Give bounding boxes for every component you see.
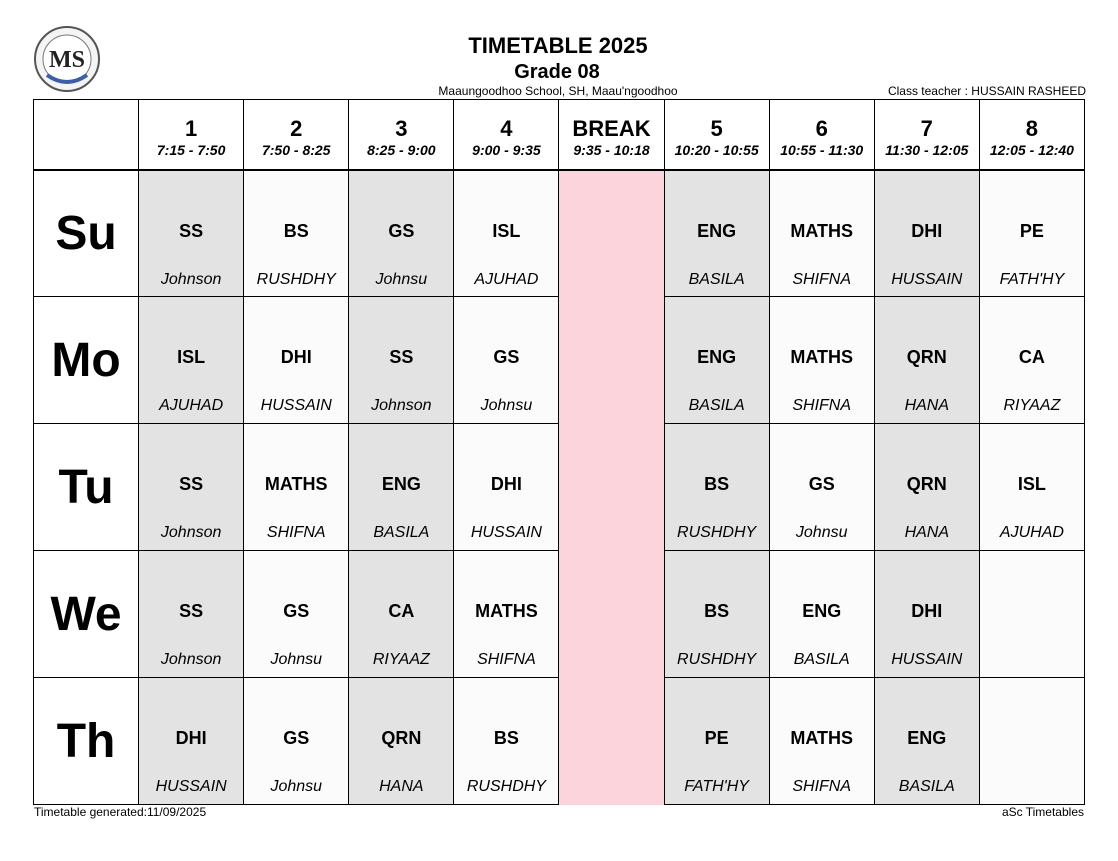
- lesson-teacher: RUSHDHY: [677, 651, 757, 668]
- period-number: 6: [815, 116, 828, 142]
- lesson-cell: [349, 551, 454, 678]
- lesson-teacher: BASILA: [373, 524, 430, 541]
- period-header: [139, 100, 244, 170]
- school-name: Maaungoodhoo School, SH, Maau'ngoodhoo: [438, 84, 678, 98]
- period-number: 1: [185, 116, 198, 142]
- lesson-cell: [139, 424, 244, 551]
- day-row: [34, 551, 1085, 678]
- lesson-subject: MATHS: [264, 474, 328, 494]
- lesson-cell: [454, 424, 559, 551]
- lesson-teacher: Johnson: [160, 651, 222, 668]
- lesson-subject: QRN: [906, 347, 947, 367]
- lesson-teacher: HUSSAIN: [891, 270, 963, 288]
- lesson-cell: [874, 170, 979, 297]
- lesson-subject: BS: [704, 474, 730, 494]
- lesson-teacher: RUSHDHY: [466, 778, 546, 795]
- lesson-cell: [874, 551, 979, 678]
- lesson-teacher: HUSSAIN: [155, 778, 227, 795]
- period-header: [559, 100, 664, 170]
- lesson-subject: DHI: [175, 728, 207, 748]
- lesson-teacher: SHIFNA: [792, 397, 852, 414]
- lesson-teacher: Johnson: [160, 524, 222, 541]
- lesson-teacher: FATH'HY: [999, 270, 1065, 288]
- lesson-subject: DHI: [490, 474, 522, 494]
- lesson-teacher: SHIFNA: [477, 651, 536, 668]
- day-row: [34, 297, 1085, 424]
- lesson-subject: ENG: [697, 220, 737, 241]
- period-header: [979, 100, 1084, 170]
- lesson-teacher: Johnsu: [795, 524, 848, 541]
- logo-lettering: MS: [49, 47, 85, 73]
- break-cell: [559, 424, 664, 551]
- break-cell: [559, 678, 664, 805]
- lesson-cell: [874, 678, 979, 805]
- period-header: [874, 100, 979, 170]
- lesson-subject: ENG: [802, 601, 842, 621]
- lesson-cell: [454, 170, 559, 297]
- lesson-subject: ISL: [1017, 474, 1046, 494]
- period-number: 4: [500, 116, 513, 142]
- lesson-cell: [769, 678, 874, 805]
- lesson-teacher: RIYAAZ: [1003, 397, 1061, 414]
- lesson-cell: [349, 170, 454, 297]
- lesson-subject: CA: [388, 601, 415, 621]
- lesson-cell: [769, 551, 874, 678]
- page-title: TIMETABLE 2025: [468, 33, 648, 58]
- period-time: 7:15 - 7:50: [156, 142, 226, 159]
- lesson-subject: BS: [704, 601, 730, 621]
- period-number: 8: [1025, 116, 1039, 142]
- lesson-cell: [349, 297, 454, 424]
- lesson-cell: [979, 551, 1084, 678]
- lesson-teacher: Johnson: [371, 397, 432, 414]
- lesson-subject: MATHS: [790, 220, 854, 241]
- period-time: 12:05 - 12:40: [989, 142, 1074, 159]
- lesson-cell: [139, 678, 244, 805]
- lesson-subject: GS: [283, 728, 310, 748]
- lesson-subject: GS: [493, 347, 520, 367]
- lesson-subject: MATHS: [475, 601, 538, 621]
- lesson-subject: GS: [283, 601, 310, 621]
- lesson-subject: ENG: [697, 347, 737, 367]
- corner-cell: [34, 100, 139, 170]
- lesson-teacher: Johnson: [160, 270, 222, 288]
- day-row: [34, 424, 1085, 551]
- grade-title: Grade 08: [514, 61, 600, 83]
- lesson-cell: [139, 170, 244, 297]
- lesson-subject: PE: [704, 728, 729, 748]
- lesson-teacher: HUSSAIN: [891, 651, 963, 668]
- lesson-teacher: AJUHAD: [474, 270, 539, 288]
- period-header: [244, 100, 349, 170]
- lesson-cell: [664, 424, 769, 551]
- lesson-cell: [244, 678, 349, 805]
- lesson-cell: [139, 551, 244, 678]
- period-time: 7:50 - 8:25: [261, 142, 331, 159]
- period-number: BREAK: [572, 116, 651, 142]
- lesson-cell: [244, 170, 349, 297]
- lesson-subject: BS: [283, 220, 309, 241]
- break-cell: [559, 170, 664, 297]
- period-header: [769, 100, 874, 170]
- lesson-cell: [349, 678, 454, 805]
- class-teacher: Class teacher : HUSSAIN RASHEED: [887, 84, 1086, 98]
- lesson-subject: ISL: [492, 220, 521, 241]
- lesson-cell: [664, 170, 769, 297]
- lesson-cell: [454, 297, 559, 424]
- lesson-cell: [664, 678, 769, 805]
- lesson-teacher: Johnsu: [270, 778, 323, 795]
- lesson-teacher: HANA: [904, 524, 950, 541]
- lesson-subject: MATHS: [790, 728, 854, 748]
- timetable-grid: [33, 99, 1085, 805]
- lesson-cell: [454, 678, 559, 805]
- lesson-subject: BS: [493, 728, 519, 748]
- lesson-teacher: SHIFNA: [266, 524, 326, 541]
- day-row: [34, 678, 1085, 805]
- lesson-subject: PE: [1019, 220, 1044, 241]
- lesson-subject: DHI: [280, 347, 312, 367]
- lesson-teacher: HANA: [904, 397, 950, 414]
- lesson-teacher: AJUHAD: [159, 397, 224, 414]
- lesson-cell: [244, 297, 349, 424]
- lesson-subject: QRN: [381, 728, 422, 748]
- lesson-subject: DHI: [911, 220, 943, 241]
- lesson-subject: GS: [388, 220, 415, 241]
- lesson-cell: [244, 551, 349, 678]
- generated-date: Timetable generated:11/09/2025: [34, 805, 207, 819]
- lesson-cell: [769, 170, 874, 297]
- lesson-cell: [664, 551, 769, 678]
- period-time: 9:00 - 9:35: [472, 142, 541, 159]
- day-label: Tu: [34, 424, 139, 551]
- lesson-subject: SS: [179, 220, 204, 241]
- lesson-teacher: Johnsu: [480, 397, 533, 414]
- lesson-teacher: Johnsu: [375, 270, 428, 288]
- period-time: 10:20 - 10:55: [674, 142, 759, 159]
- lesson-teacher: BASILA: [688, 397, 745, 414]
- lesson-teacher: BASILA: [688, 270, 745, 288]
- lesson-subject: CA: [1018, 347, 1045, 367]
- lesson-teacher: RUSHDHY: [256, 270, 336, 288]
- day-label: Th: [34, 678, 139, 805]
- lesson-teacher: RIYAAZ: [372, 651, 430, 668]
- lesson-cell: [769, 424, 874, 551]
- lesson-subject: MATHS: [790, 347, 854, 367]
- lesson-cell: [139, 297, 244, 424]
- lesson-cell: [244, 424, 349, 551]
- lesson-cell: [769, 297, 874, 424]
- lesson-cell: [979, 297, 1084, 424]
- break-cell: [559, 551, 664, 678]
- day-row: [34, 170, 1085, 297]
- software-credit: aSc Timetables: [1001, 805, 1084, 819]
- day-label: We: [34, 551, 139, 678]
- period-number: 7: [920, 116, 933, 142]
- lesson-subject: GS: [808, 474, 835, 494]
- period-number: 5: [710, 116, 723, 142]
- lesson-teacher: FATH'HY: [684, 778, 749, 795]
- lesson-subject: ISL: [177, 347, 206, 367]
- lesson-cell: [874, 424, 979, 551]
- lesson-subject: SS: [179, 474, 204, 494]
- lesson-cell: [874, 297, 979, 424]
- day-label: Su: [34, 170, 139, 297]
- lesson-subject: QRN: [906, 474, 947, 494]
- lesson-teacher: RUSHDHY: [677, 524, 757, 541]
- period-time: 8:25 - 9:00: [367, 142, 436, 159]
- lesson-teacher: Johnsu: [270, 651, 323, 668]
- lesson-subject: SS: [179, 601, 204, 621]
- lesson-cell: [979, 678, 1084, 805]
- lesson-teacher: BASILA: [793, 651, 850, 668]
- lesson-teacher: HANA: [379, 778, 424, 795]
- period-time: 11:30 - 12:05: [885, 142, 969, 159]
- period-header: [349, 100, 454, 170]
- lesson-cell: [979, 170, 1084, 297]
- lesson-teacher: HUSSAIN: [470, 524, 542, 541]
- period-number: 2: [290, 116, 303, 142]
- lesson-cell: [454, 551, 559, 678]
- period-header: [664, 100, 769, 170]
- lesson-teacher: AJUHAD: [999, 524, 1064, 541]
- period-time: 9:35 - 10:18: [573, 142, 650, 159]
- break-cell: [559, 297, 664, 424]
- lesson-teacher: HUSSAIN: [260, 397, 332, 414]
- lesson-cell: [979, 424, 1084, 551]
- lesson-teacher: SHIFNA: [792, 270, 852, 288]
- lesson-cell: [664, 297, 769, 424]
- day-label: Mo: [34, 297, 139, 424]
- lesson-subject: DHI: [911, 601, 943, 621]
- lesson-teacher: BASILA: [898, 778, 955, 795]
- lesson-subject: ENG: [381, 474, 421, 494]
- period-header: [454, 100, 559, 170]
- period-time: 10:55 - 11:30: [780, 142, 864, 159]
- lesson-subject: ENG: [907, 728, 947, 748]
- lesson-subject: SS: [389, 347, 414, 367]
- lesson-teacher: SHIFNA: [792, 778, 852, 795]
- period-number: 3: [395, 116, 408, 142]
- lesson-cell: [349, 424, 454, 551]
